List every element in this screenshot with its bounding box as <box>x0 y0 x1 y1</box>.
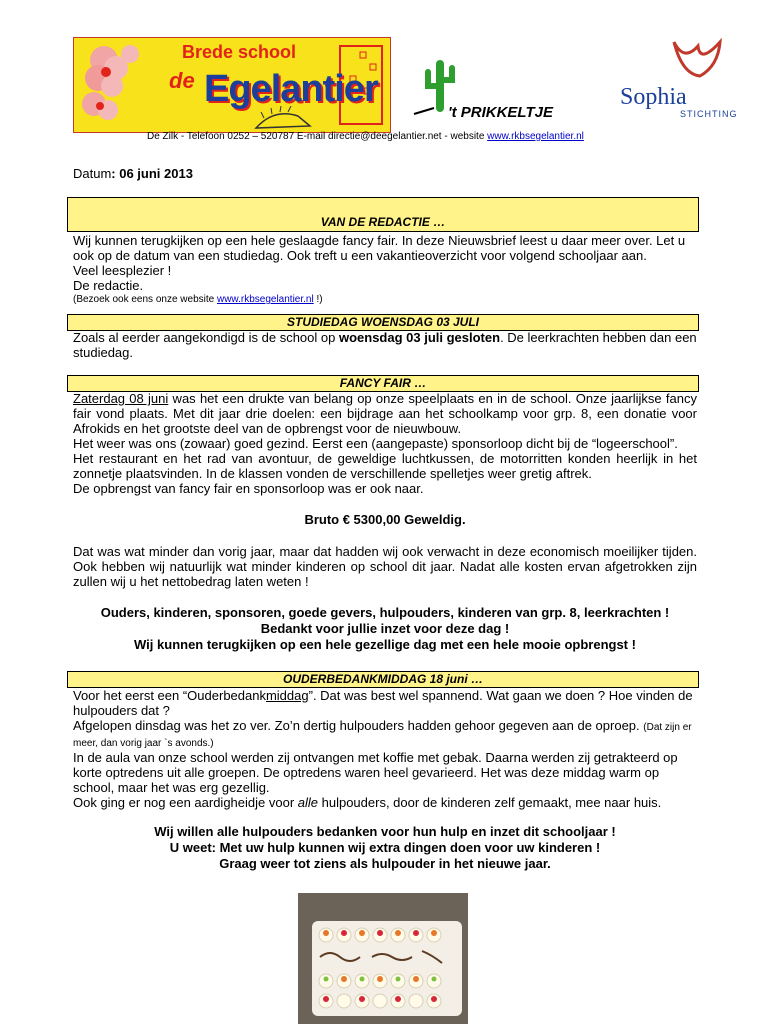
section-ouder-header <box>67 671 699 688</box>
studiedag-title: STUDIEDAG WOENSDAG 03 JULI <box>286 315 480 329</box>
ouder-p2 <box>73 718 697 750</box>
ouder-p1c: ”. Dat was best wel spannend. Wat gaan we doen ? Hoe vinden de hulpouders dat ? <box>73 688 693 718</box>
fancyfair-thanks2: Bedankt voor jullie inzet voor deze dag ! <box>260 621 510 636</box>
fancyfair-title: FANCY FAIR … <box>339 376 427 390</box>
ouder-title: OUDERBEDANKMIDDAG 18 juni … <box>282 672 483 686</box>
date-label: Datum <box>73 166 112 181</box>
website-link[interactable]: www.rkbsegelantier.nl <box>487 131 584 142</box>
cake-photo <box>298 893 468 1024</box>
fancyfair-thanks3: Wij kunnen terugkijken op een hele gezellige dag met een hele mooie opbrengst ! <box>134 637 636 652</box>
redactie-visit <box>73 293 697 307</box>
date-line <box>73 166 193 181</box>
ouder-closing3: Graag weer tot ziens als hulpouder in het nieuwe jaar. <box>219 856 551 871</box>
cake-pastries <box>312 921 462 1016</box>
fancyfair-p2: Het weer was ons (zowaar) goed gezind. Eerst een (aangepaste) sponsorloop dicht bij de “logeerschool”. <box>73 436 678 451</box>
dove-icon <box>664 36 734 82</box>
redactie-p1: Wij kunnen terugkijken op een hele geslaagde fancy fair. In deze Nieuwsbrief leest u daar meer over. Let u ook op de datum van een studiedag. Ook treft u een vakantieoverzicht voor volgend schooljaar aan. <box>73 233 686 263</box>
studiedag-t3: . De leerkrachten hebben dan een <box>500 330 697 345</box>
fancyfair-thanks1: Ouders, kinderen, sponsoren, goede gevers, hulpouders, kinderen van grp. 8, leerkrachten ! <box>100 605 670 620</box>
fancyfair-body <box>73 391 697 653</box>
redactie-body <box>73 233 697 307</box>
studiedag-body <box>73 330 697 360</box>
studiedag-text <box>73 330 697 360</box>
logo-line1: Brede school <box>182 42 297 62</box>
ouder-p1a: Voor het eerst een “Ouderbedank <box>73 688 266 703</box>
studiedag-t4: studiedag. <box>73 345 133 360</box>
date-value: : 06 juni 2013 <box>111 166 193 181</box>
ouder-p3: In de aula van onze school werden zij ontvangen met koffie met gebak. Daarna werden zij getrakteerd op korte optredens uit alle groepen. De optredens waren heel gevarieerd. Het was deze middag warm op school, maar het was erg gezellig. <box>73 750 678 795</box>
ouder-p4c: hulpouders, door de kinderen zelf gemaakt, mee naar huis. <box>318 795 662 810</box>
contact-text: De Zilk - Telefoon 0252 – 520787 E-mail directie@deegelantier.net - website <box>147 131 488 142</box>
visit-pre: (Bezoek ook eens onze website <box>73 294 217 305</box>
redactie-p3: De redactie. <box>73 278 144 293</box>
school-logo <box>73 37 391 133</box>
studiedag-t2: woensdag 03 juli gesloten <box>338 330 501 345</box>
prikkeltje-title: 't PRIKKELTJE <box>448 104 553 121</box>
ouder-p1b: middag <box>265 688 309 703</box>
redactie-title: VAN DE REDACTIE … <box>320 215 446 229</box>
section-fancyfair-header <box>67 375 699 392</box>
fancyfair-p4: De opbrengst van fancy fair en sponsorloop was er ook naar. <box>73 481 424 496</box>
visit-post: !) <box>313 294 323 305</box>
visit-link[interactable]: www.rkbsegelantier.nl <box>216 294 314 305</box>
ouder-p4a: Ook ging er nog een aardigheidje voor <box>73 795 298 810</box>
logo-name: Egelantier <box>204 68 378 110</box>
ouder-closing1: Wij willen alle hulpouders bedanken voor hun hulp en inzet dit schooljaar ! <box>154 824 616 839</box>
logo-de: de <box>169 68 195 93</box>
ouder-p2-text: Afgelopen dinsdag was het zo ver. Zo’n dertig hulpouders hadden gehoor gegeven aan de oproep. <box>73 718 644 733</box>
fancyfair-p3: Het restaurant en het rad van avontuur, de geweldige luchtkussen, de motorritten konden heerlijk in het zonnetje plaatsvinden. In de klassen vonden de verschillende spelletjes weer gretig aftrek. <box>73 451 697 481</box>
section-studiedag-header <box>67 314 699 331</box>
contact-line <box>147 131 584 142</box>
fancyfair-date: Zaterdag 08 juni <box>73 391 169 406</box>
section-redactie-header <box>67 197 699 232</box>
ouder-p1 <box>73 688 697 718</box>
cake-tray <box>312 921 462 1016</box>
ouder-body <box>73 688 697 872</box>
fancyfair-p1 <box>73 391 697 436</box>
redactie-p2: Veel leesplezier ! <box>73 263 172 278</box>
ouder-p4 <box>73 795 697 810</box>
studiedag-t1: Zoals al eerder aangekondigd is de school op <box>73 330 339 345</box>
ouder-p4b: alle <box>297 795 319 810</box>
fancyfair-bruto: Bruto € 5300,00 Geweldig. <box>304 512 466 527</box>
sophia-sub: STICHTING <box>680 109 738 119</box>
sophia-name: Sophia <box>620 84 687 110</box>
flower-icon <box>78 38 158 132</box>
ouder-p2-small: (Dat zijn er meer, dan vorig jaar `s avonds.) <box>73 722 692 749</box>
fancyfair-p5: Dat was wat minder dan vorig jaar, maar dat hadden wij ook verwacht in deze economisch moeilijker tijden. Ook hebben wij natuurlijk wat minder kinderen op school dit jaar. Nadat alle kosten ervan afgetrokken zijn zullen wij u het nettobedrag laten weten ! <box>73 544 697 589</box>
fancyfair-p1-text: was het een drukte van belang op onze speelplaats en in de school. Onze jaarlijkse fancy fair vond plaats. Met dit jaar drie doelen: een bijdrage aan het schoolkamp voor grp. 8, een donatie voor Afrokids en het grootste deel van de opbrengst voor de nieuwbouw. <box>73 391 697 436</box>
ouder-closing2: U weet: Met uw hulp kunnen wij extra dingen doen voor uw kinderen ! <box>169 840 601 855</box>
